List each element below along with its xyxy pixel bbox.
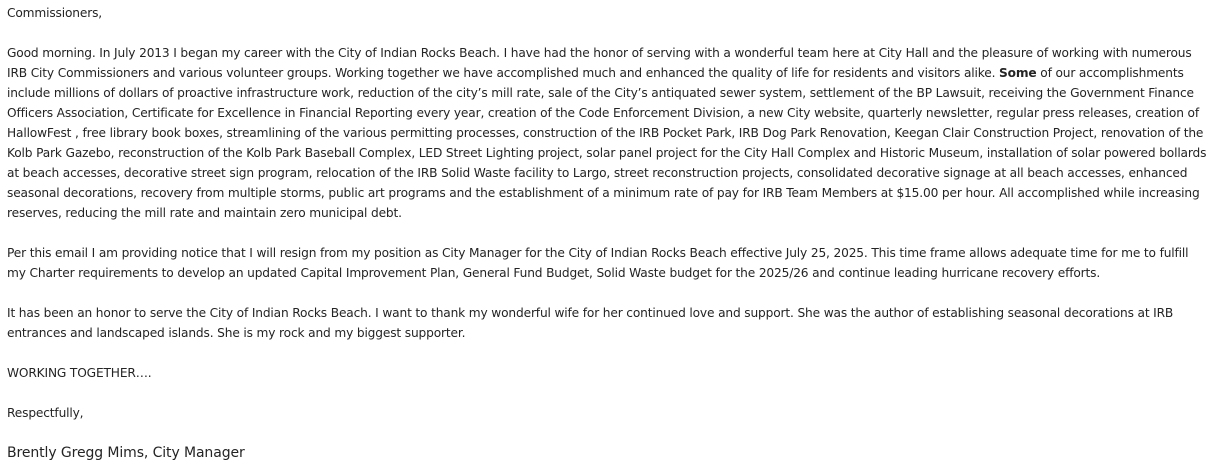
paragraph-career-text-b: of our accomplishments include millions of dollars of proactive infrastructure work, reduction of the city’s mill rate, sale of the City’s antiquated sewer system, settlement of the BP Lawsuit, receiving the Government Finance Officers Association, Certificate for Excellence in Financial Reporting every year, creation of the Code Enforcement Division, a new City website, quarterly newsletter, regular press releases, creation of HallowFest , free library book boxes, streamlining of the various permitting processes, construction of the IRB Pocket Park, IRB Dog Park Renovation, Keegan Clair Construction Project, renovation of the Kolb Park Gazebo, reconstruction of the Kolb Park Baseball Complex, LED Street Lighting project, solar panel project for the City Hall Complex and Historic Museum, installation of solar powered bollards at beach accesses, decorative street sign program, relocation of the IRB Solid Waste facility to Largo, street reconstruction projects, consolidated decorative signage at all beach accesses, enhanced seasonal decorations, recovery from multiple storms, public art programs and the establishment of a minimum rate of pay for IRB Team Members at $15.00 per hour. All accomplished while increasing reserves, reducing the mill rate and maintain zero municipal debt.	[7, 66, 1207, 220]
paragraph-career-text-a: Good morning. In July 2013 I began my career with the City of Indian Rocks Beach. I have had the honor of serving with a wonderful team here at City Hall and the pleasure of working with numerous IRB City Commissioners and various volunteer groups. Working together we have accomplished much and enhanced the quality of life for residents and visitors alike.	[7, 46, 1192, 80]
salutation: Commissioners,	[7, 6, 102, 20]
closing: Respectfully,	[7, 406, 84, 420]
bold-emphasis-some: Some	[999, 66, 1037, 80]
paragraph-thanks: It has been an honor to serve the City of Indian Rocks Beach. I want to thank my wonderful wife for her continued love and support. She was the author of establishing seasonal decorations at IRB entrances and landscaped islands. She is my rock and my biggest supporter.	[7, 306, 1174, 340]
email-body	[7, 3, 1210, 463]
paragraph-career-accomplishments	[7, 43, 1210, 223]
signature: Brently Gregg Mims, City Manager	[7, 445, 245, 461]
motto: WORKING TOGETHER….	[7, 366, 152, 380]
paragraph-resignation-notice: Per this email I am providing notice that I will resign from my position as City Manager for the City of Indian Rocks Beach effective July 25, 2025. This time frame allows adequate time for me to fulfill my Charter requirements to develop an updated Capital Improvement Plan, General Fund Budget, Solid Waste budget for the 2025/26 and continue leading hurricane recovery efforts.	[7, 246, 1189, 280]
